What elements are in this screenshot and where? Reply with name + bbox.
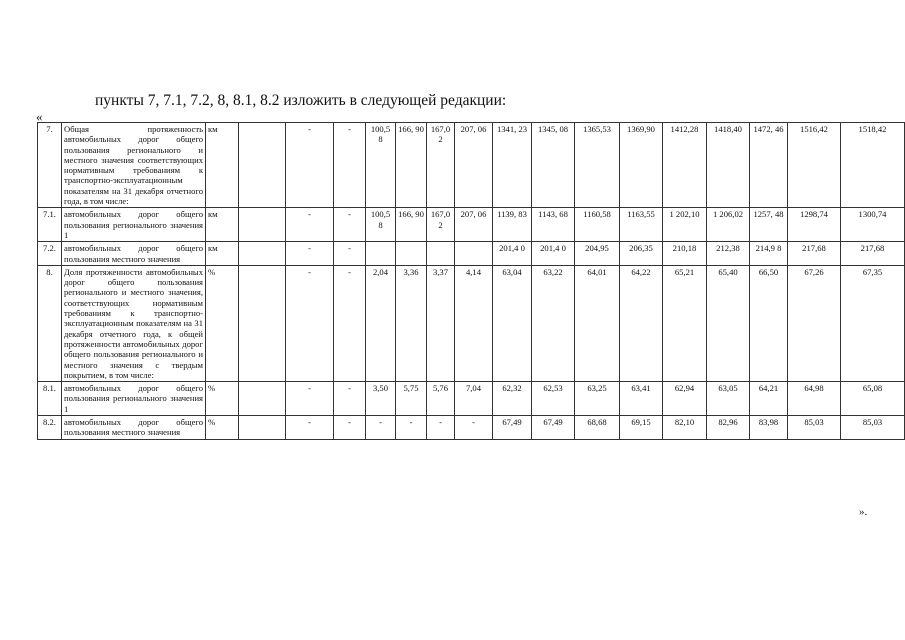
value-cell: 65,21 bbox=[663, 265, 707, 381]
value-cell: 63,05 bbox=[707, 382, 750, 416]
empty-cell bbox=[239, 416, 286, 440]
empty-cell bbox=[239, 265, 286, 381]
value-cell: 62,32 bbox=[493, 382, 532, 416]
value-cell: - bbox=[334, 242, 366, 266]
value-cell: 1160,58 bbox=[575, 208, 620, 242]
value-cell: 67,26 bbox=[788, 265, 841, 381]
value-cell: 63,25 bbox=[575, 382, 620, 416]
unit-of-measure: % bbox=[206, 265, 239, 381]
value-cell: 68,68 bbox=[575, 416, 620, 440]
value-cell: - bbox=[286, 382, 334, 416]
indicator-name: автомобильных дорог общего пользования местного значения bbox=[62, 242, 206, 266]
table-row bbox=[38, 242, 905, 266]
value-cell: - bbox=[334, 208, 366, 242]
indicator-name: автомобильных дорог общего пользования регионального значения 1 bbox=[62, 382, 206, 416]
value-cell: 5,76 bbox=[427, 382, 455, 416]
indicator-name: Общая протяженность автомобильных дорог общего пользования регионального и местного значения соответствующих нормативным требованиям к транспортно-эксплуатационным показателям на 31 декабря отчетного года, в том числе: bbox=[62, 123, 206, 208]
value-cell: 3,37 bbox=[427, 265, 455, 381]
value-cell: 1163,55 bbox=[620, 208, 663, 242]
value-cell: 64,21 bbox=[750, 382, 788, 416]
value-cell: 65,08 bbox=[841, 382, 905, 416]
value-cell: 64,01 bbox=[575, 265, 620, 381]
value-cell bbox=[366, 242, 396, 266]
value-cell: 166, 90 bbox=[396, 208, 427, 242]
value-cell: 1 202,10 bbox=[663, 208, 707, 242]
value-cell: 3,50 bbox=[366, 382, 396, 416]
value-cell: 2,04 bbox=[366, 265, 396, 381]
value-cell: - bbox=[366, 416, 396, 440]
value-cell: 207, 06 bbox=[455, 208, 493, 242]
value-cell bbox=[455, 242, 493, 266]
value-cell: - bbox=[334, 265, 366, 381]
unit-of-measure: км bbox=[206, 242, 239, 266]
value-cell: 1341, 23 bbox=[493, 123, 532, 208]
value-cell: 206,35 bbox=[620, 242, 663, 266]
value-cell: - bbox=[334, 123, 366, 208]
value-cell: 67,35 bbox=[841, 265, 905, 381]
empty-cell bbox=[239, 208, 286, 242]
value-cell: 85,03 bbox=[788, 416, 841, 440]
indicator-name: автомобильных дорог общего пользования регионального значения 1 bbox=[62, 208, 206, 242]
value-cell: 4,14 bbox=[455, 265, 493, 381]
value-cell: 1418,40 bbox=[707, 123, 750, 208]
row-number: 8. bbox=[38, 265, 62, 381]
row-number: 7.1. bbox=[38, 208, 62, 242]
value-cell: 62,94 bbox=[663, 382, 707, 416]
value-cell: 65,40 bbox=[707, 265, 750, 381]
value-cell: - bbox=[427, 416, 455, 440]
indicator-name: автомобильных дорог общего пользования местного значения bbox=[62, 416, 206, 440]
value-cell: 100,5 8 bbox=[366, 208, 396, 242]
value-cell: 1 206,02 bbox=[707, 208, 750, 242]
table-row bbox=[38, 265, 905, 381]
value-cell: 67,49 bbox=[493, 416, 532, 440]
value-cell: 62,53 bbox=[532, 382, 575, 416]
value-cell: 66,50 bbox=[750, 265, 788, 381]
value-cell: 214,9 8 bbox=[750, 242, 788, 266]
value-cell: - bbox=[334, 416, 366, 440]
value-cell bbox=[427, 242, 455, 266]
value-cell: 166, 90 bbox=[396, 123, 427, 208]
value-cell: 201,4 0 bbox=[493, 242, 532, 266]
unit-of-measure: % bbox=[206, 416, 239, 440]
table-row bbox=[38, 416, 905, 440]
value-cell: 3,36 bbox=[396, 265, 427, 381]
empty-cell bbox=[239, 123, 286, 208]
value-cell: - bbox=[286, 123, 334, 208]
unit-of-measure: км bbox=[206, 123, 239, 208]
document-heading: пункты 7, 7.1, 7.2, 8, 8.1, 8.2 изложить в следующей редакции: bbox=[95, 92, 507, 109]
closing-quote: ». bbox=[859, 506, 868, 518]
value-cell: 201,4 0 bbox=[532, 242, 575, 266]
value-cell: 7,04 bbox=[455, 382, 493, 416]
empty-cell bbox=[239, 382, 286, 416]
row-number: 8.1. bbox=[38, 382, 62, 416]
value-cell: 64,22 bbox=[620, 265, 663, 381]
unit-of-measure: км bbox=[206, 208, 239, 242]
table-row bbox=[38, 123, 905, 208]
value-cell: 64,98 bbox=[788, 382, 841, 416]
value-cell: - bbox=[286, 208, 334, 242]
value-cell: 1300,74 bbox=[841, 208, 905, 242]
opening-quote: « bbox=[36, 109, 43, 124]
row-number: 8.2. bbox=[38, 416, 62, 440]
value-cell: 1143, 68 bbox=[532, 208, 575, 242]
value-cell: 63,41 bbox=[620, 382, 663, 416]
value-cell: 82,96 bbox=[707, 416, 750, 440]
value-cell: - bbox=[455, 416, 493, 440]
value-cell: 1518,42 bbox=[841, 123, 905, 208]
indicators-table bbox=[37, 122, 905, 440]
value-cell: 5,75 bbox=[396, 382, 427, 416]
value-cell: 85,03 bbox=[841, 416, 905, 440]
value-cell: 83,98 bbox=[750, 416, 788, 440]
value-cell: 1472, 46 bbox=[750, 123, 788, 208]
value-cell: - bbox=[286, 416, 334, 440]
table-row bbox=[38, 382, 905, 416]
value-cell: 207, 06 bbox=[455, 123, 493, 208]
value-cell: - bbox=[396, 416, 427, 440]
indicator-name: Доля протяженности автомобильных дорог общего пользования регионального и местного значения, соответствующих нормативным требованиям к транспортно-эксплуатационным показателям на 31 декабря отчетного года, к общей протяженности автомобильных дорог общего пользования регионального и местного значения с твердым покрытием, в том числе: bbox=[62, 265, 206, 381]
value-cell: 1412,28 bbox=[663, 123, 707, 208]
value-cell: 167,0 2 bbox=[427, 123, 455, 208]
value-cell: 82,10 bbox=[663, 416, 707, 440]
value-cell bbox=[396, 242, 427, 266]
value-cell: 210,18 bbox=[663, 242, 707, 266]
row-number: 7.2. bbox=[38, 242, 62, 266]
value-cell: 1345, 08 bbox=[532, 123, 575, 208]
value-cell: 212,38 bbox=[707, 242, 750, 266]
value-cell: 1516,42 bbox=[788, 123, 841, 208]
value-cell: 69,15 bbox=[620, 416, 663, 440]
value-cell: - bbox=[334, 382, 366, 416]
value-cell: 1257, 48 bbox=[750, 208, 788, 242]
value-cell: 1298,74 bbox=[788, 208, 841, 242]
value-cell: - bbox=[286, 242, 334, 266]
value-cell: 100,5 8 bbox=[366, 123, 396, 208]
value-cell: 217,68 bbox=[788, 242, 841, 266]
row-number: 7. bbox=[38, 123, 62, 208]
value-cell: 63,04 bbox=[493, 265, 532, 381]
value-cell: 67,49 bbox=[532, 416, 575, 440]
value-cell: 217,68 bbox=[841, 242, 905, 266]
table-row bbox=[38, 208, 905, 242]
value-cell: 1369,90 bbox=[620, 123, 663, 208]
value-cell: 1365,53 bbox=[575, 123, 620, 208]
value-cell: 167,0 2 bbox=[427, 208, 455, 242]
value-cell: 204,95 bbox=[575, 242, 620, 266]
value-cell: 1139, 83 bbox=[493, 208, 532, 242]
unit-of-measure: % bbox=[206, 382, 239, 416]
empty-cell bbox=[239, 242, 286, 266]
value-cell: - bbox=[286, 265, 334, 381]
value-cell: 63,22 bbox=[532, 265, 575, 381]
